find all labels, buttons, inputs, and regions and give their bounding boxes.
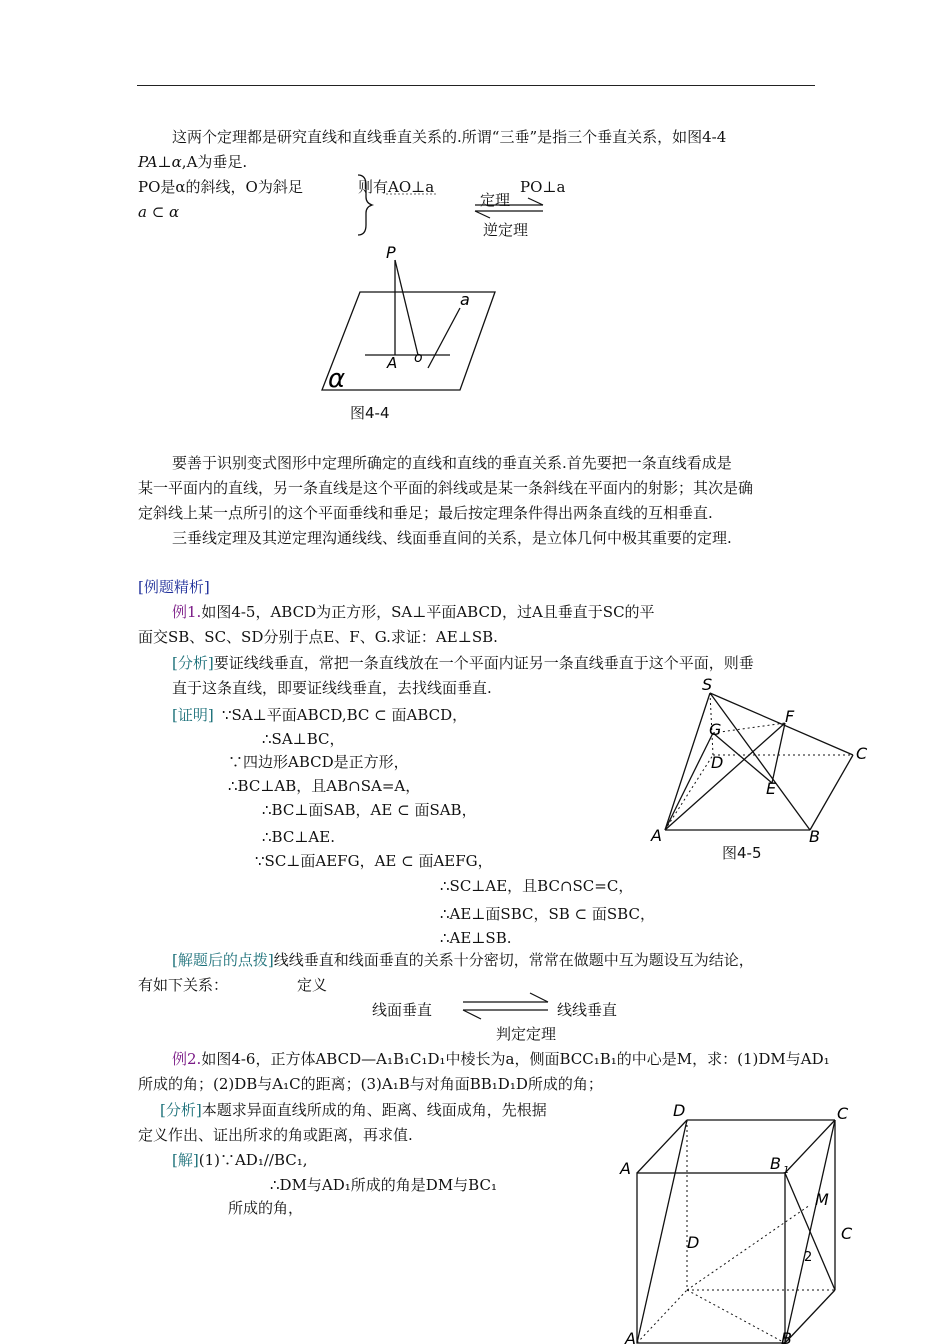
figure-4-4-caption: 图4-4 bbox=[350, 404, 390, 422]
ex2-line-2: 所成的角；(2)DB与A₁C的距离；(3)A₁B与对角面BB₁D₁D所成的角； bbox=[138, 1075, 603, 1093]
label-S: S bbox=[702, 675, 713, 694]
label-O: o bbox=[414, 350, 423, 366]
theorem-label: 定理 bbox=[480, 191, 511, 209]
proof-line-5: ∴BC⊥面SAB，AE ⊂ 面SAB， bbox=[262, 801, 477, 819]
label-B1: B bbox=[770, 1154, 781, 1173]
left-term: 线面垂直 bbox=[372, 1001, 433, 1019]
para1-line-1: 要善于识别变式图形中定理所确定的直线和直线的垂直关系.首先要把一条直线看成是 bbox=[172, 454, 732, 472]
ex1-analysis-tag: [分析] bbox=[172, 654, 214, 672]
proof-tag: [证明] bbox=[172, 706, 214, 724]
label-E: E bbox=[766, 779, 777, 798]
intro-line-3: PO是α的斜线，O为斜足 bbox=[138, 178, 303, 196]
label-D1: D bbox=[673, 1101, 686, 1120]
def-label: 定义 bbox=[297, 976, 328, 994]
then-text: 则有AO⊥a bbox=[358, 178, 435, 196]
ex2-line-1 bbox=[172, 1049, 830, 1069]
ex2-sol-text-1: (1)∵AD₁//BC₁, bbox=[198, 1151, 308, 1169]
label-alpha: α bbox=[328, 364, 346, 394]
ex2-analysis-tag: [分析] bbox=[160, 1101, 202, 1119]
ex2-analysis-1 bbox=[160, 1100, 547, 1120]
header-rule bbox=[137, 85, 815, 86]
line-a bbox=[428, 308, 460, 368]
proof-line-4: ∴BC⊥AB，且AB∩SA=A， bbox=[228, 777, 421, 795]
proof-line-2: ∴SA⊥BC， bbox=[262, 730, 345, 748]
tip-line-2: 有如下关系： bbox=[138, 976, 229, 994]
figure-4-5 bbox=[645, 675, 880, 850]
tip-tag: [解题后的点拨] bbox=[172, 951, 274, 969]
label-A: A bbox=[387, 354, 398, 372]
label-G: G bbox=[709, 720, 722, 739]
proof-line-6: ∴BC⊥AE. bbox=[262, 828, 335, 846]
intro-line-1: 这两个定理都是研究直线和直线垂直关系的.所谓“三垂”是指三个垂直关系，如图4-4 bbox=[172, 128, 727, 146]
proof-line-7: ∵SC⊥面AEFG，AE ⊂ 面AEFG， bbox=[255, 852, 493, 870]
ex1-analysis-text-1: 要证线线垂直，常把一条直线放在一个平面内证另一条直线垂直于这个平面，则垂 bbox=[213, 654, 754, 672]
label-two: 2 bbox=[804, 1250, 813, 1265]
ex2-label: 例2. bbox=[172, 1050, 202, 1068]
section-title: [例题精析] bbox=[138, 578, 210, 596]
label-B: B bbox=[781, 1329, 792, 1344]
ex2-text-1: 如图4-6，正方体ABCD—A₁B₁C₁D₁中棱长为a，侧面BCC₁B₁的中心是M，求：(1)DM与AD₁ bbox=[201, 1050, 830, 1068]
figure-4-6 bbox=[615, 1100, 865, 1344]
tip-line-1 bbox=[172, 950, 754, 970]
intro-line-2 bbox=[138, 152, 247, 172]
proof-line-1: ∵SA⊥平面ABCD,BC ⊂ 面ABCD， bbox=[222, 706, 468, 724]
ex1-text-1: 如图4-5，ABCD为正方形，SA⊥平面ABCD，过A且垂直于SC的平 bbox=[201, 603, 655, 621]
ex2-sol-1 bbox=[172, 1150, 308, 1170]
relation-arrows bbox=[458, 988, 558, 1024]
tip-text-1: 线线垂直和线面垂直的关系十分密切，常常在做题中互为题设互为结论， bbox=[273, 951, 754, 969]
judge-label: 判定定理 bbox=[496, 1025, 557, 1043]
label-P: P bbox=[386, 243, 396, 262]
proof-line-9: ∴AE⊥面SBC，SB ⊂ 面SBC， bbox=[440, 905, 655, 923]
label-B: B bbox=[809, 827, 820, 846]
ex2-analysis-2: 定义作出、证出所求的角或距离，再求值. bbox=[138, 1126, 413, 1144]
label-D: D bbox=[711, 753, 724, 772]
ex1-line-2: 面交SB、SC、SD分别于点E、F、G.求证：AE⊥SB. bbox=[138, 628, 498, 646]
para2: 三垂线定理及其逆定理沟通线线、线面垂直间的关系，是立体几何中极其重要的定理. bbox=[172, 529, 732, 547]
label-a: a bbox=[460, 290, 470, 309]
figure-4-4 bbox=[310, 240, 520, 400]
label-A: A bbox=[625, 1329, 636, 1344]
proof-line-3: ∵四边形ABCD是正方形， bbox=[228, 753, 409, 771]
ex2-sol-2: ∴DM与AD₁所成的角是DM与BC₁ bbox=[270, 1176, 497, 1194]
intro-line-4: a ⊂ α bbox=[138, 203, 180, 221]
pa-perp-alpha: PA⊥α bbox=[138, 153, 182, 171]
ex1-label: 例1. bbox=[172, 603, 202, 621]
label-A1: A bbox=[620, 1159, 631, 1178]
ex1-line-1 bbox=[172, 602, 655, 622]
proof-line-10: ∴AE⊥SB. bbox=[440, 929, 512, 947]
label-D: D bbox=[687, 1233, 700, 1252]
label-A: A bbox=[651, 826, 662, 845]
label-B1-sub: 1 bbox=[783, 1165, 790, 1176]
label-C: C bbox=[841, 1224, 853, 1243]
line-PO bbox=[395, 260, 418, 355]
label-M: M bbox=[815, 1190, 829, 1209]
po-perp-a: PO⊥a bbox=[520, 178, 566, 196]
para1-line-2: 某一平面内的直线，另一条直线是这个平面的斜线或是某一条斜线在平面内的射影；其次是确 bbox=[138, 479, 754, 497]
ex2-sol-3: 所成的角， bbox=[228, 1199, 304, 1217]
label-C1: C bbox=[837, 1104, 849, 1123]
right-term: 线线垂直 bbox=[557, 1001, 618, 1019]
para1-line-3: 定斜线上某一点所引的这个平面垂线和垂足；最后按定理条件得出两条直线的互相垂直. bbox=[138, 504, 713, 522]
ex1-analysis-2: 直于这条直线，即要证线线垂直，去找线面垂直. bbox=[172, 679, 492, 697]
figure-4-5-caption: 图4-5 bbox=[722, 844, 762, 862]
ex1-analysis-1 bbox=[172, 653, 754, 673]
foot-text: ,A为垂足. bbox=[181, 153, 248, 171]
proof-line-8: ∴SC⊥AE，且BC∩SC=C， bbox=[440, 877, 634, 895]
ex2-sol-tag: [解] bbox=[172, 1151, 199, 1169]
ex2-analysis-text-1: 本题求异面直线所成的角、距离、线面成角，先根据 bbox=[201, 1101, 547, 1119]
converse-label: 逆定理 bbox=[483, 221, 529, 239]
label-F: F bbox=[785, 707, 795, 726]
label-C: C bbox=[856, 744, 868, 763]
